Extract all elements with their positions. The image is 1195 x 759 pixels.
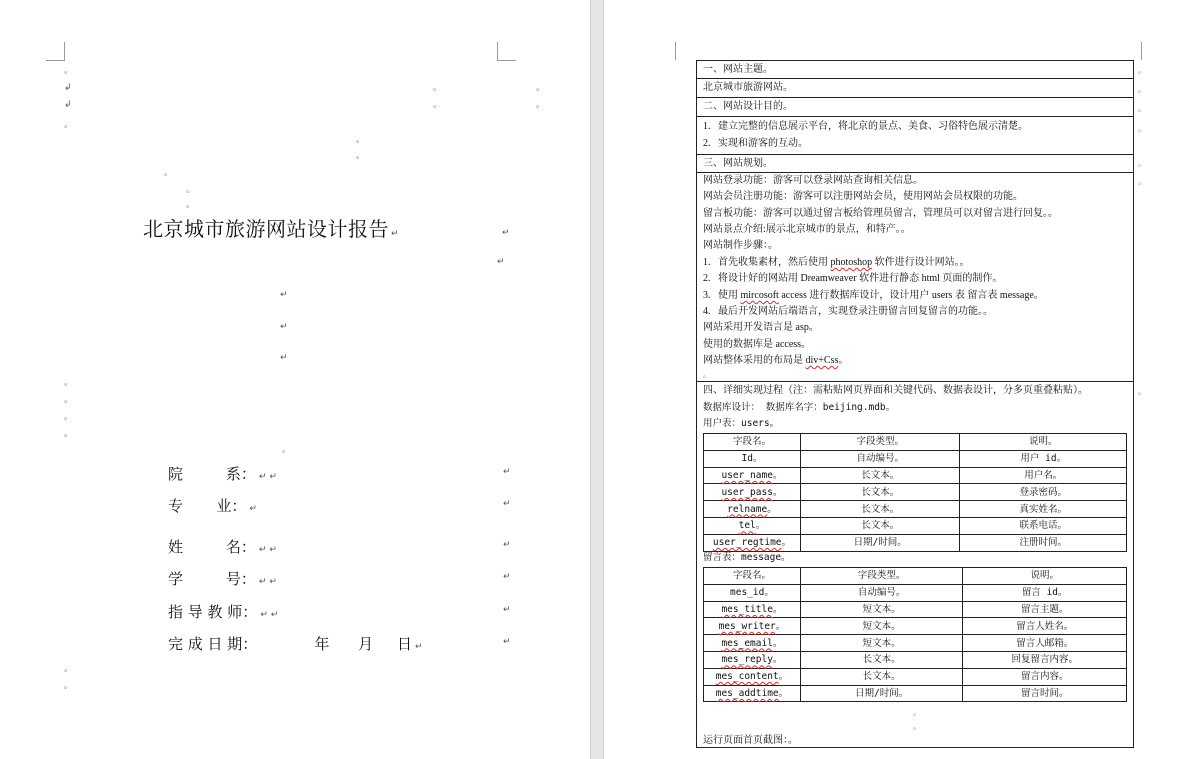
message-table-row (704, 651, 1127, 668)
message-table-row (704, 668, 1127, 685)
message-table-cell: 留言 id。 (963, 584, 1127, 601)
paragraph-mark: 。 (536, 83, 546, 93)
users-table-row (704, 501, 1127, 518)
cover-field-department (168, 463, 277, 484)
paragraph-mark: 。 (64, 664, 74, 674)
users-table-cell: 长文本。 (800, 484, 960, 501)
planning-line: 网站制作步骤：。 (703, 240, 778, 251)
users-table-header-cell: 字段名。 (704, 434, 801, 451)
crop-mark-top-left (46, 42, 65, 61)
message-table-header-cell: 字段类型。 (800, 568, 963, 585)
paragraph-mark: 。 (64, 120, 74, 130)
paragraph-mark: 。 (356, 135, 366, 145)
message-table-cell: 长文本。 (800, 668, 963, 685)
step-spellcheck-word: mircosoft (740, 290, 779, 301)
paragraph-mark: 。 (433, 83, 443, 93)
paragraph-mark: 。 (1138, 387, 1146, 396)
planning-line: 网站会员注册功能：游客可以注册网站会员，使用网站会员权限的功能。 (703, 191, 1023, 202)
paragraph-mark: ↵ (503, 605, 511, 615)
message-table-row (704, 635, 1127, 652)
message-table-row (704, 618, 1127, 635)
cover-field-label: 完 成 日 期： 年 月 日 (168, 635, 412, 653)
message-table-cell: 短文本。 (800, 601, 963, 618)
field-name-text: mes_email (721, 637, 773, 649)
cover-field-student-id (168, 568, 277, 589)
db-design-line: 数据库设计： 数据库名字：beijing.mdb。 (703, 402, 896, 413)
field-name-text: user_pass (721, 486, 773, 498)
users-table-row (704, 484, 1127, 501)
cover-field-major (168, 495, 257, 516)
paragraph-mark: ↵ (280, 322, 288, 332)
message-table-cell: 留言内容。 (963, 668, 1127, 685)
cover-field-label: 学 号： (168, 570, 256, 588)
paragraph-mark: 。 (64, 66, 74, 76)
crop-mark-top-right (497, 42, 516, 61)
paragraph-mark: 。 (64, 681, 74, 691)
field-name-text: mes_addtime (715, 687, 779, 699)
users-table-label: 用户表：users。 (703, 418, 780, 429)
section-body-theme: 北京城市旅游网站。 (697, 79, 1133, 98)
paragraph-mark: 。 (64, 412, 74, 422)
message-table-row (704, 584, 1127, 601)
message-table-header-row (704, 568, 1127, 585)
users-table-row (704, 467, 1127, 484)
layout-spellcheck-word: div+Css (805, 355, 839, 366)
message-table-cell: 回复留言内容。 (963, 651, 1127, 668)
paragraph-mark: 。 (433, 100, 443, 110)
planning-step (703, 288, 1044, 304)
users-table-cell: 日期/时间。 (800, 534, 960, 551)
message-table-cell: mes_id。 (704, 584, 801, 601)
field-name-text: mes_title (721, 603, 773, 615)
field-name-text: user_name (721, 469, 773, 481)
cover-field-label: 姓 名： (168, 538, 256, 556)
paragraph-mark: 。 (1138, 66, 1146, 75)
section-heading-purpose: 二、网站设计目的。 (697, 98, 1133, 117)
users-table-cell: 长文本。 (800, 467, 960, 484)
paragraph-mark: ↵ ↵ (258, 472, 277, 482)
planning-language: 网站采用开发语言是 asp。 (703, 322, 819, 333)
paragraph-mark: 。 (64, 378, 74, 388)
users-table-cell: 长文本。 (800, 501, 960, 518)
paragraph-mark: 。 (1138, 177, 1146, 186)
message-table-cell: mes_title。 (704, 601, 801, 618)
message-table-cell: mes_content。 (704, 668, 801, 685)
paragraph-mark: ↵ (503, 467, 511, 477)
field-name-text: mes_content (715, 671, 779, 683)
cover-page (0, 0, 590, 759)
step-text: access 进行数据库设计，设计用户 users 表 留言表 message。 (778, 290, 1044, 301)
users-table-header-row (704, 434, 1127, 451)
paragraph-mark: 。 (1138, 124, 1146, 133)
message-table-cell: mes_writer。 (704, 618, 801, 635)
paragraph-mark: ↵ (280, 353, 288, 363)
paragraph-mark: ↵ (414, 642, 423, 652)
planning-layout (703, 353, 848, 369)
section-body-purpose (697, 117, 1133, 155)
message-table-row (704, 685, 1127, 702)
users-table-cell: 用户名。 (960, 467, 1127, 484)
field-name-text: tel (738, 520, 756, 532)
cover-field-label: 院 系： (168, 465, 256, 483)
paragraph-mark: 。 (64, 429, 74, 439)
field-name-text: mes_writer (718, 620, 776, 632)
users-table-row (704, 450, 1127, 467)
paragraph-mark: 。 (186, 185, 196, 195)
paragraph-mark: ↵ (249, 504, 257, 514)
users-table-cell: Id。 (704, 450, 801, 467)
users-table-cell: relname。 (704, 501, 801, 518)
purpose-item: 1. 建立完整的信息展示平台，将北京的景点、美食、习俗特色展示清楚。 (703, 121, 1028, 132)
paragraph-mark: ↲ (64, 100, 72, 110)
planning-step (703, 255, 970, 271)
message-table-header-cell: 字段名。 (704, 568, 801, 585)
message-table-header-cell: 说明。 (963, 568, 1127, 585)
paragraph-mark: 。 (913, 708, 921, 717)
users-table-cell: 长文本。 (800, 517, 960, 534)
paragraph-mark: ↵ (502, 228, 510, 238)
message-table-cell: 短文本。 (800, 618, 963, 635)
planning-database: 使用的数据库是 access。 (703, 339, 812, 350)
paragraph-mark: ↲ (64, 83, 72, 93)
paragraph-mark: ↵ ↵ (258, 545, 277, 555)
planning-line: 网站景点介绍:展示北京城市的景点，和特产。。 (703, 224, 911, 235)
users-table-cell: tel。 (704, 517, 801, 534)
report-table-frame (696, 60, 1134, 748)
paragraph-mark: ↵ (503, 540, 511, 550)
field-name-text: relname (727, 503, 768, 515)
paragraph-mark: ↵ (503, 499, 511, 509)
run-screenshot-label: 运行页面首页截图：。 (703, 735, 798, 746)
page-gutter (590, 0, 604, 759)
paragraph-mark: ↵ (503, 637, 511, 647)
paragraph-mark: 。 (1138, 104, 1146, 113)
step-text: 2. 将设计好的网站用 Dreamweaver 软件进行静态 html 页面的制作。 (703, 273, 1003, 284)
paragraph-mark: 。 (164, 168, 174, 178)
users-table-cell: user_regtime。 (704, 534, 801, 551)
users-table-row (704, 534, 1127, 551)
users-table-header-cell: 说明。 (960, 434, 1127, 451)
planning-line: 网站登录功能：游客可以登录网站查询相关信息。 (703, 175, 923, 186)
step-text: 软件进行设计网站。。 (872, 257, 970, 268)
step-spellcheck-word: photoshop (830, 257, 873, 268)
users-table-row (704, 517, 1127, 534)
section-heading-theme: 一、网站主题。 (697, 61, 1133, 79)
cover-field-label: 指 导 教 师： (168, 603, 258, 621)
paragraph-mark: 。 (703, 370, 711, 379)
message-table-cell: 留言人姓名。 (963, 618, 1127, 635)
step-text: 1. 首先收集素材，然后使用 (703, 257, 831, 268)
purpose-item: 2. 实现和游客的互动。 (703, 138, 808, 149)
crop-mark-right (1123, 42, 1142, 60)
paragraph-mark: ↵ (280, 290, 288, 300)
paragraph-mark: 。 (536, 100, 546, 110)
cover-field-advisor (168, 601, 278, 622)
paragraph-mark: 。 (282, 445, 292, 455)
users-table-cell: 自动编号。 (800, 450, 960, 467)
users-table-cell: user_pass。 (704, 484, 801, 501)
step-text: 3. 使用 (703, 290, 741, 301)
layout-text: 。 (838, 355, 849, 366)
message-table-label: 留言表：message。 (703, 552, 791, 563)
users-table (703, 433, 1127, 552)
section-heading-planning: 三、网站规划。 (697, 155, 1133, 173)
message-table-cell: 留言时间。 (963, 685, 1127, 702)
planning-step (703, 304, 993, 320)
users-table-cell: user_name。 (704, 467, 801, 484)
users-table-cell: 注册时间。 (960, 534, 1127, 551)
paragraph-mark: ↵ ↵ (258, 577, 277, 587)
section-divider (697, 381, 1133, 382)
cover-field-label: 专 业： (168, 497, 247, 515)
message-table-cell: mes_addtime。 (704, 685, 801, 702)
message-table-row (704, 601, 1127, 618)
paragraph-mark: ↵ (391, 229, 400, 239)
paragraph-mark: ↵ ↵ (260, 610, 279, 620)
message-table-cell: 自动编号。 (800, 584, 963, 601)
paragraph-mark: 。 (64, 395, 74, 405)
paragraph-mark: ↵ (497, 257, 505, 267)
message-table-cell: 留言人邮箱。 (963, 635, 1127, 652)
crop-mark-left (675, 42, 694, 60)
layout-text: 网站整体采用的布局是 (703, 355, 806, 366)
users-table-cell: 登录密码。 (960, 484, 1127, 501)
message-table-cell: 长文本。 (800, 651, 963, 668)
message-table-cell: mes_reply。 (704, 651, 801, 668)
paragraph-mark: 。 (1138, 159, 1146, 168)
planning-step (703, 271, 1002, 287)
paragraph-mark: ↵ (503, 572, 511, 582)
cover-field-completion-date (168, 633, 423, 654)
message-table-cell: mes_email。 (704, 635, 801, 652)
field-name-text: user_regtime (712, 537, 782, 549)
field-name-text: mes_reply (721, 654, 773, 666)
report-title (143, 213, 399, 242)
paragraph-mark: 。 (913, 722, 921, 731)
users-table-cell: 真实姓名。 (960, 501, 1127, 518)
users-table-header-cell: 字段类型。 (800, 434, 960, 451)
paragraph-mark: 。 (356, 151, 366, 161)
message-table-cell: 短文本。 (800, 635, 963, 652)
section-heading-implementation: 四、详细实现过程（注：需粘贴网页界面和关键代码、数据表设计，分多页重叠粘贴）。 (703, 385, 1088, 396)
message-table-cell: 留言主题。 (963, 601, 1127, 618)
message-table-cell: 日期/时间。 (800, 685, 963, 702)
users-table-cell: 用户 id。 (960, 450, 1127, 467)
paragraph-mark: 。 (186, 200, 196, 210)
cover-field-name (168, 536, 277, 557)
step-text: 4. 最后开发网站后端语言，实现登录注册留言回复留言的功能。。 (703, 306, 993, 317)
report-title-text: 北京城市旅游网站设计报告 (143, 217, 389, 241)
message-table (703, 567, 1127, 702)
users-table-cell: 联系电话。 (960, 517, 1127, 534)
paragraph-mark: 。 (1138, 85, 1146, 94)
planning-line: 留言板功能：游客可以通过留言板给管理员留言，管理员可以对留言进行回复。。 (703, 208, 1058, 219)
